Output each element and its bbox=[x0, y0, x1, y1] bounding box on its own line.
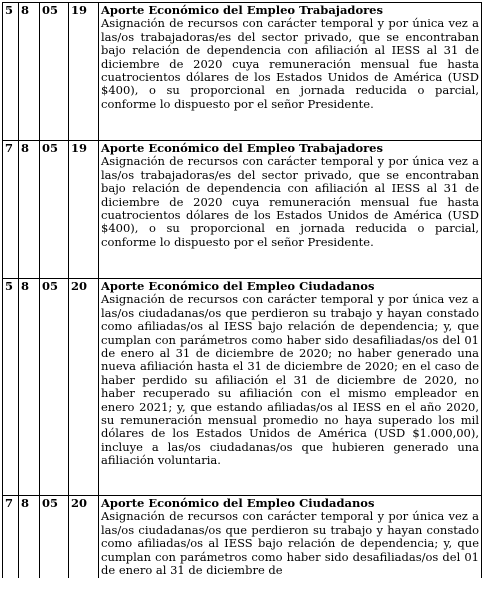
code-group-cell: 7 bbox=[3, 496, 19, 579]
item-description: Asignación de recursos con carácter temporal y por única vez a las/os ciudadanas/os que perdieron su trabajo y hayan constado como afiliadas/os al IESS bajo relación de dependencia; y, que cumplan con parámetros como haber sido desafiliadas/os del 01 de enero al 31 de diciembre de bbox=[101, 509, 479, 578]
code-item-cell: 05 bbox=[40, 496, 69, 579]
item-title: Aporte Económico del Empleo Ciudadanos bbox=[101, 279, 375, 293]
code-item-cell: 05 bbox=[40, 3, 69, 141]
code-subgroup-cell: 8 bbox=[19, 279, 40, 496]
budget-items-table bbox=[2, 2, 482, 578]
table-row bbox=[3, 279, 482, 496]
code-subgroup-cell: 8 bbox=[19, 496, 40, 579]
code-subitem-cell: 19 bbox=[69, 141, 99, 279]
code-subgroup-cell: 8 bbox=[19, 141, 40, 279]
code-group-cell: 5 bbox=[3, 279, 19, 496]
description-cell bbox=[99, 3, 482, 141]
code-subitem-cell: 20 bbox=[69, 496, 99, 579]
item-title: Aporte Económico del Empleo Trabajadores bbox=[101, 3, 383, 17]
code-group-cell: 5 bbox=[3, 3, 19, 141]
code-subitem-cell: 19 bbox=[69, 3, 99, 141]
code-item-cell: 05 bbox=[40, 141, 69, 279]
description-cell bbox=[99, 279, 482, 496]
item-description: Asignación de recursos con carácter temporal y por única vez a las/os ciudadanas/os que perdieron su trabajo y hayan constado como afiliadas/os al IESS bajo relación de dependencia; y, que cumplan con parámetros como haber sido desafiliadas/os del 01 de enero al 31 de diciembre de 2020; no haber generado una nueva afiliación hasta el 31 de diciembre de 2020; en el caso de haber perdido su afiliación el 31 de diciembre de 2020, no haber recuperado su afiliación con el mismo empleador en enero 2021; y, que estando afiliadas/os al IESS en el año 2020, su remuneración mensual promedio no haya superado los mil dólares de los Estados Unidos de América (USD $1.000,00), incluye a las/os ciudadanas/os que hubieren generado una afiliación voluntaria. bbox=[101, 292, 479, 468]
description-cell bbox=[99, 496, 482, 579]
item-title: Aporte Económico del Empleo Ciudadanos bbox=[101, 496, 375, 510]
code-item-cell: 05 bbox=[40, 279, 69, 496]
item-title: Aporte Económico del Empleo Trabajadores bbox=[101, 141, 383, 155]
code-group-cell: 7 bbox=[3, 141, 19, 279]
table-row bbox=[3, 141, 482, 279]
description-cell bbox=[99, 141, 482, 279]
table-row bbox=[3, 3, 482, 141]
item-description: Asignación de recursos con carácter temporal y por única vez a las/os trabajadoras/es del sector privado, que se encontraban bajo relación de dependencia con afiliación al IESS al 31 de diciembre de 2020 cuya remuneración mensual fue hasta cuatrocientos dólares de los Estados Unidos de América (USD $400), o su proporcional en jornada reducida o parcial, conforme lo dispuesto por el señor Presidente. bbox=[101, 154, 479, 249]
code-subitem-cell: 20 bbox=[69, 279, 99, 496]
item-description: Asignación de recursos con carácter temporal y por única vez a las/os trabajadoras/es del sector privado, que se encontraban bajo relación de dependencia con afiliación al IESS al 31 de diciembre de 2020 cuya remuneración mensual fue hasta cuatrocientos dólares de los Estados Unidos de América (USD $400), o su proporcional en jornada reducida o parcial, conforme lo dispuesto por el señor Presidente. bbox=[101, 16, 479, 111]
code-subgroup-cell: 8 bbox=[19, 3, 40, 141]
table-row bbox=[3, 496, 482, 579]
